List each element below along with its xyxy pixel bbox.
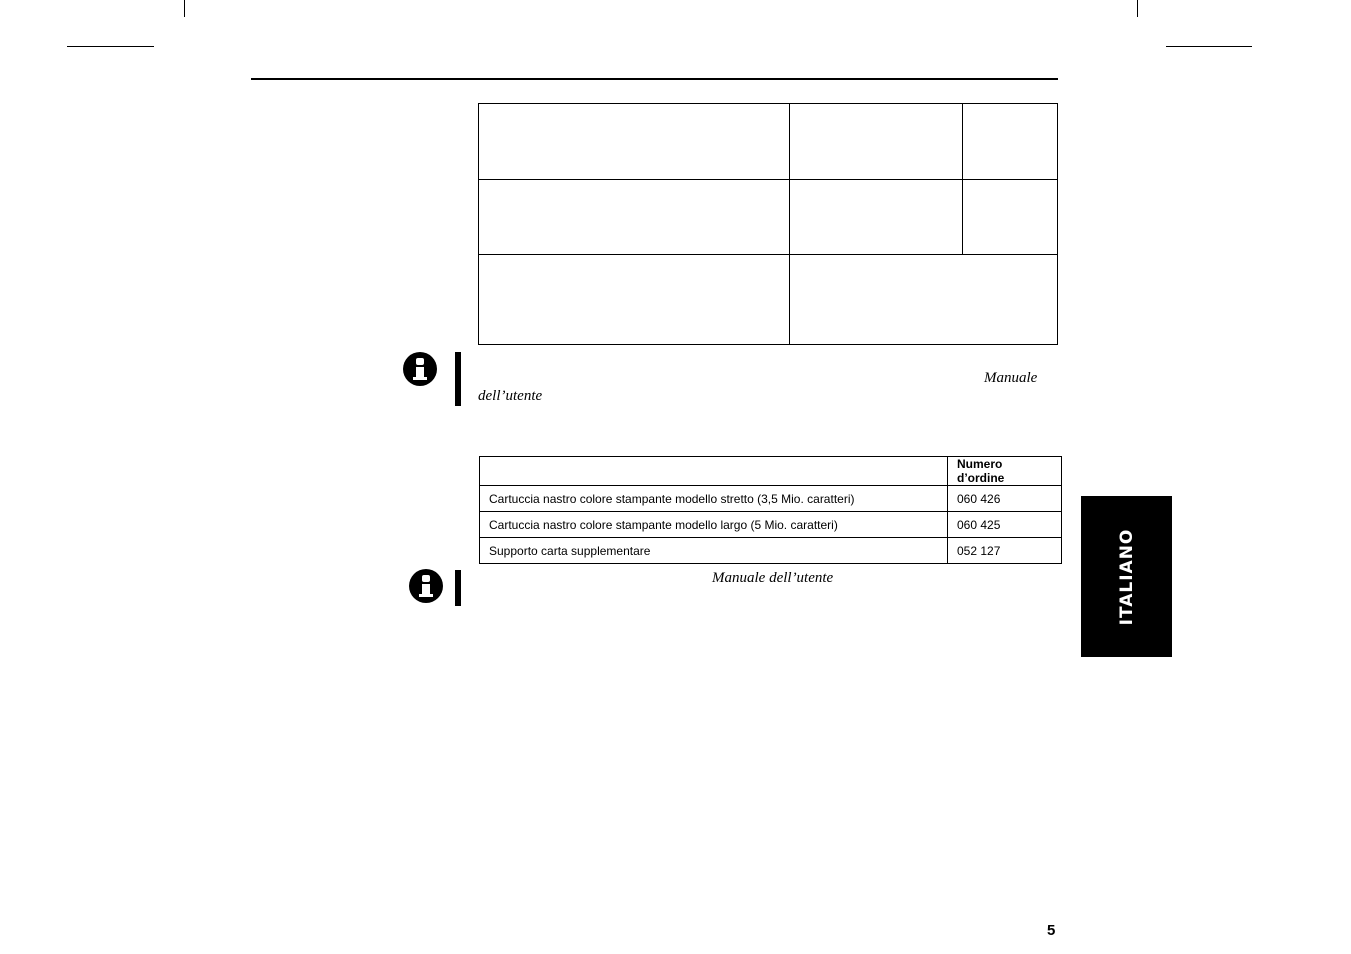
header-rule — [251, 78, 1058, 80]
info-icon — [409, 569, 443, 603]
note-italic-text: Manuale — [984, 370, 1038, 386]
crop-mark — [67, 46, 154, 47]
note-italic-text: dell’utente — [478, 388, 543, 404]
table-cell-order-number: 060 426 — [948, 486, 1062, 512]
table-row — [480, 512, 1062, 538]
table-header-cell: Numero d’ordine — [948, 457, 1062, 486]
spec-table — [478, 103, 1058, 345]
crop-mark — [1166, 46, 1252, 47]
table-row — [480, 486, 1062, 512]
table-cell-order-number: 052 127 — [948, 538, 1062, 564]
table-cell-item: Cartuccia nastro colore stampante modello stretto (3,5 Mio. caratteri) — [480, 486, 948, 512]
table-header-cell — [480, 457, 948, 486]
page-number: 5 — [1047, 922, 1056, 939]
note-bar — [455, 570, 461, 606]
crop-mark — [1137, 0, 1138, 17]
table-header-row — [480, 457, 1062, 486]
table-cell-item: Cartuccia nastro colore stampante modello largo (5 Mio. caratteri) — [480, 512, 948, 538]
note-italic-text: Manuale dell’utente — [712, 570, 834, 586]
table-row — [480, 538, 1062, 564]
language-tab-label: ITALIANO — [1116, 528, 1137, 625]
table-divider — [789, 104, 790, 344]
table-divider — [479, 179, 1057, 180]
crop-mark — [184, 0, 185, 17]
language-tab — [1081, 496, 1172, 657]
note-bar — [455, 352, 461, 406]
table-divider — [479, 254, 1057, 255]
order-table — [479, 456, 1062, 564]
table-cell-item: Supporto carta supplementare — [480, 538, 948, 564]
info-icon — [403, 352, 437, 386]
table-cell-order-number: 060 425 — [948, 512, 1062, 538]
